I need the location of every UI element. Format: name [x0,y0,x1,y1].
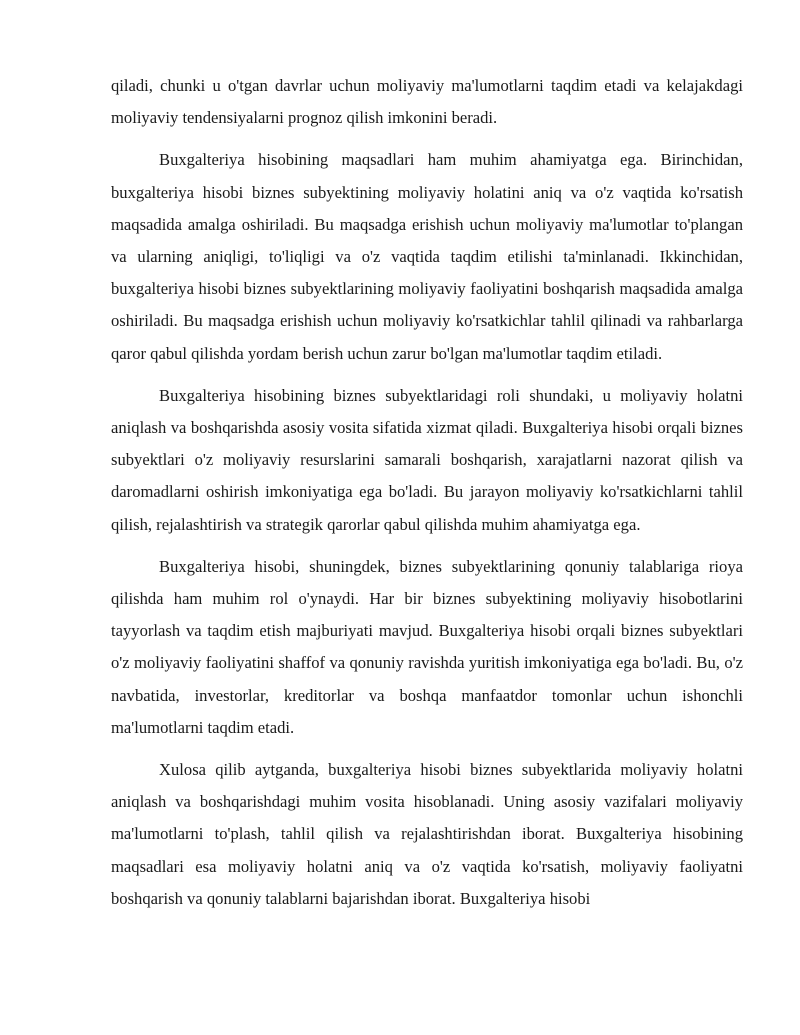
document-body [111,70,743,925]
paragraph-2: Buxgalteriya hisobining maqsadlari ham muhim ahamiyatga ega. Birinchidan, buxgalteriya hisobi biznes subyektining moliyaviy holatini aniq va o'z vaqtida ko'rsatish maqsadida amalga oshiriladi. Bu maqsadga erishish uchun moliyaviy ma'lumotlar to'plangan va ularning aniqligi, to'liqligi va o'z vaqtida taqdim etilishi ta'minlanadi. Ikkinchidan, buxgalteriya hisobi biznes subyektlarining moliyaviy faoliyatini boshqarish maqsadida amalga oshiriladi. Bu maqsadga erishish uchun moliyaviy ko'rsatkichlar tahlil qilinadi va rahbarlarga qaror qabul qilishda yordam berish uchun zarur bo'lgan ma'lumotlar taqdim etiladi. [111,150,743,363]
paragraph-1: qiladi, chunki u o'tgan davrlar uchun moliyaviy ma'lumotlarni taqdim etadi va kelajakdagi moliyaviy tendensiyalarni prognoz qilish imkonini beradi. [111,76,743,128]
paragraph-4: Buxgalteriya hisobi, shuningdek, biznes subyektlarining qonuniy talablariga rioya qilishda ham muhim rol o'ynaydi. Har bir biznes subyektining moliyaviy hisobotlarini tayyorlash va taqdim etish majburiyati mavjud. Buxgalteriya hisobi orqali biznes subyektlari o'z moliyaviy faoliyatini shaffof va qonuniy ravishda yuritish imkoniyatiga ega bo'ladi. Bu, o'z navbatida, investorlar, kreditorlar va boshqa manfaatdor tomonlar uchun ishonchli ma'lumotlarni taqdim etadi. [111,556,743,737]
paragraph-3: Buxgalteriya hisobining biznes subyektlaridagi roli shundaki, u moliyaviy holatni aniqlash va boshqarishda asosiy vosita sifatida xizmat qiladi. Buxgalteriya hisobi orqali biznes subyektlari o'z moliyaviy resurslarini samarali boshqarish, xarajatlarni nazorat qilish va daromadlarni oshirish imkoniyatiga ega bo'ladi. Bu jarayon moliyaviy ko'rsatkichlarni tahlil qilish, rejalashtirish va strategik qarorlar qabul qilishda muhim ahamiyatga ega. [111,385,743,534]
paragraph-5: Xulosa qilib aytganda, buxgalteriya hisobi biznes subyektlarida moliyaviy holatni aniqlash va boshqarishdagi muhim vosita hisoblanadi. Uning asosiy vazifalari moliyaviy ma'lumotlarni to'plash, tahlil qilish va rejalashtirishdan iborat. Buxgalteriya hisobining maqsadlari esa moliyaviy holatni aniq va o'z vaqtida ko'rsatish, moliyaviy faoliyatni boshqarish va qonuniy talablarni bajarishdan iborat. Buxgalteriya hisobi [111,760,743,908]
